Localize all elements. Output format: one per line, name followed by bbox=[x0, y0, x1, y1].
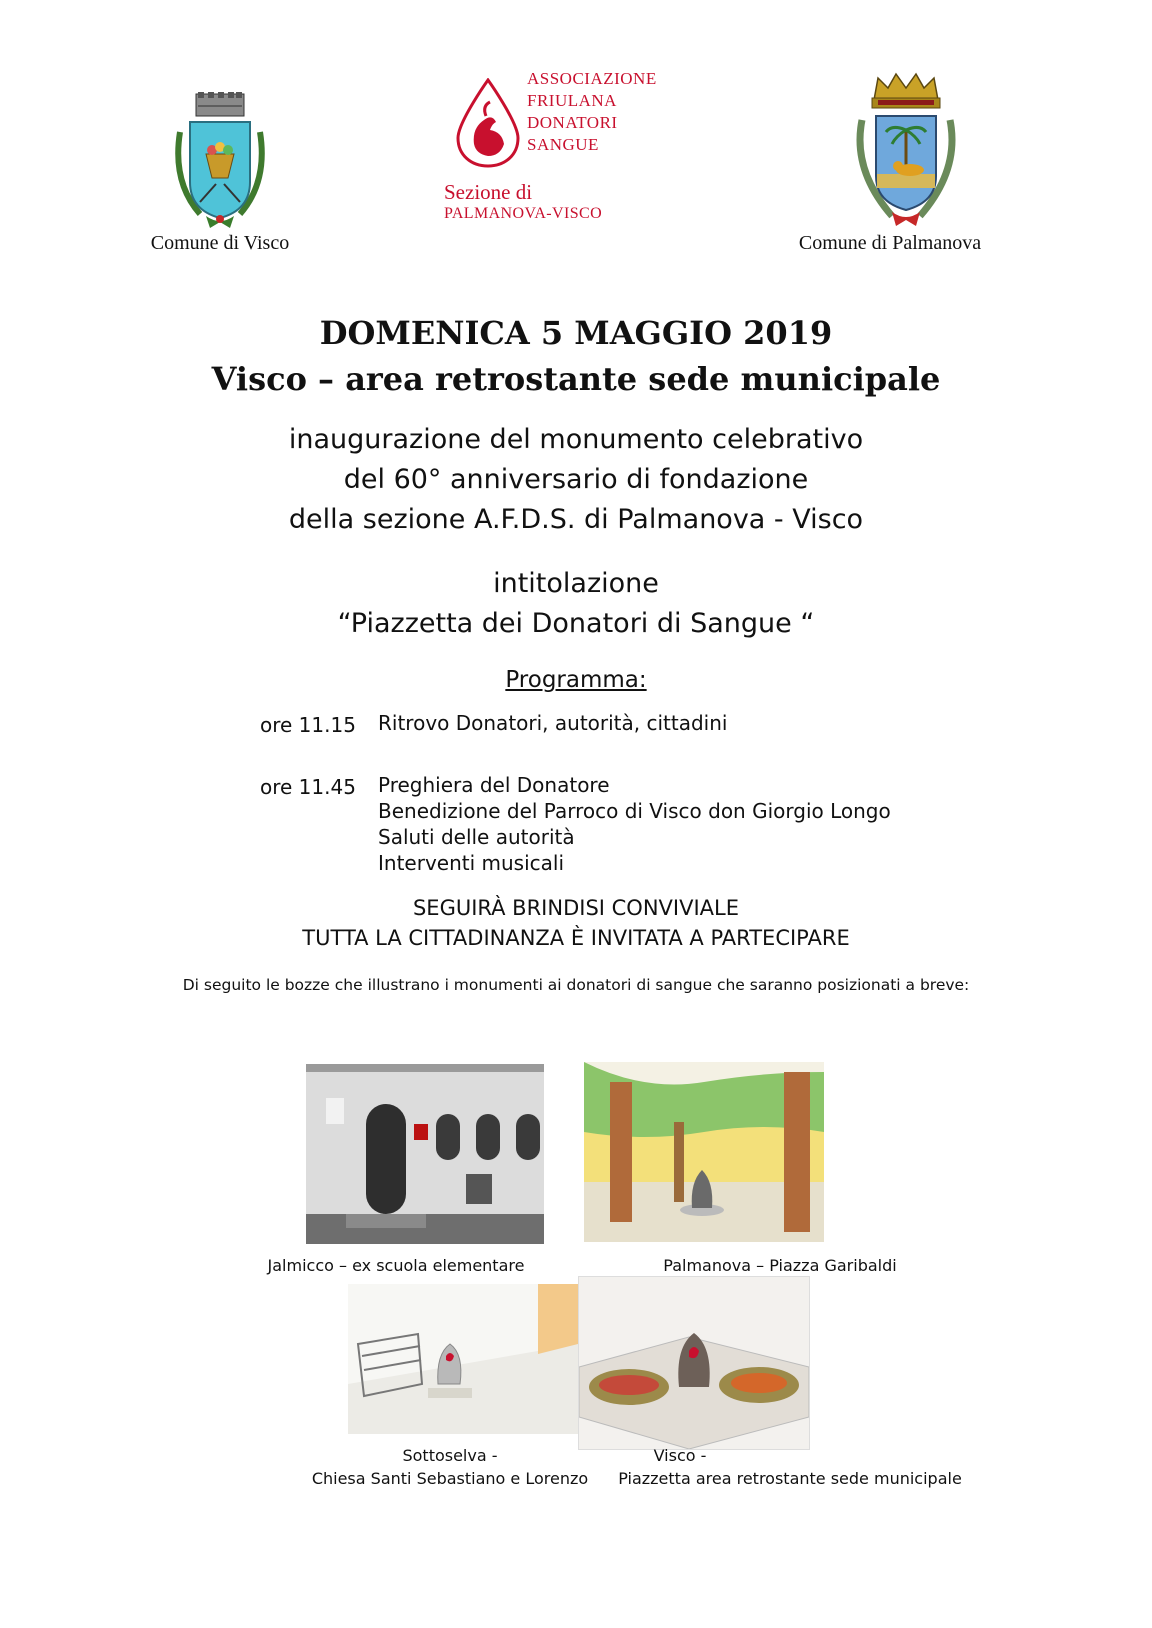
programme-time-2: ore 11.45 bbox=[260, 775, 356, 799]
sottoselva-sketch bbox=[348, 1284, 578, 1434]
sketches-note: Di seguito le bozze che illustrano i monumenti ai donatori di sangue che saranno posizionati a breve: bbox=[182, 976, 970, 994]
visco-caption-2: Piazzetta area retrostante sede municipale bbox=[618, 1469, 962, 1488]
programme-item: Preghiera del Donatore bbox=[378, 773, 610, 797]
afds-line-2: FRIULANA bbox=[527, 91, 617, 110]
palmanova-caption: Comune di Palmanova bbox=[798, 232, 982, 254]
event-place: Visco – area retrostante sede municipale bbox=[211, 360, 941, 398]
palmanova-sketch bbox=[584, 1062, 824, 1242]
visco-caption: Comune di Visco bbox=[150, 232, 290, 254]
sottoselva-caption-2: Chiesa Santi Sebastiano e Lorenzo bbox=[311, 1469, 589, 1488]
closing-line-1: SEGUIRÀ BRINDISI CONVIVIALE bbox=[412, 896, 740, 920]
afds-logo bbox=[452, 78, 524, 168]
programme-item: Benedizione del Parroco di Visco don Giorgio Longo bbox=[378, 799, 891, 823]
naming-label: intitolazione bbox=[493, 568, 659, 599]
visco-sketch bbox=[578, 1276, 810, 1450]
event-desc-line-2: del 60° anniversario di fondazione bbox=[343, 464, 809, 495]
event-desc-line-1: inaugurazione del monumento celebrativo bbox=[288, 424, 864, 455]
jalmicco-caption: Jalmicco – ex scuola elementare bbox=[267, 1256, 525, 1275]
sottoselva-caption-1: Sottoselva - bbox=[402, 1446, 498, 1465]
afds-section-name: PALMANOVA-VISCO bbox=[444, 205, 603, 222]
afds-line-1: ASSOCIAZIONE bbox=[527, 69, 657, 88]
visco-caption-1: Visco - bbox=[653, 1446, 707, 1465]
programme-item: Saluti delle autorità bbox=[378, 825, 575, 849]
palmanova-caption-photo: Palmanova – Piazza Garibaldi bbox=[663, 1256, 897, 1275]
afds-line-3: DONATORI bbox=[527, 113, 618, 132]
programme-heading: Programma: bbox=[505, 667, 647, 693]
programme-time-1: ore 11.15 bbox=[260, 713, 356, 737]
afds-name bbox=[527, 68, 747, 156]
closing-line-2: TUTTA LA CITTADINANZA È INVITATA A PARTECIPARE bbox=[302, 926, 850, 950]
event-desc-line-3: della sezione A.F.D.S. di Palmanova - Visco bbox=[288, 504, 864, 535]
jalmicco-photo bbox=[306, 1064, 544, 1244]
naming-value: “Piazzetta dei Donatori di Sangue “ bbox=[337, 608, 815, 639]
afds-line-4: SANGUE bbox=[527, 135, 599, 154]
palmanova-coat-of-arms bbox=[848, 70, 964, 230]
programme-item: Interventi musicali bbox=[378, 851, 565, 875]
visco-coat-of-arms bbox=[170, 92, 270, 232]
afds-section-label: Sezione di bbox=[444, 180, 533, 204]
event-date: DOMENICA 5 MAGGIO 2019 bbox=[319, 314, 833, 352]
programme-item: Ritrovo Donatori, autorità, cittadini bbox=[378, 711, 728, 735]
